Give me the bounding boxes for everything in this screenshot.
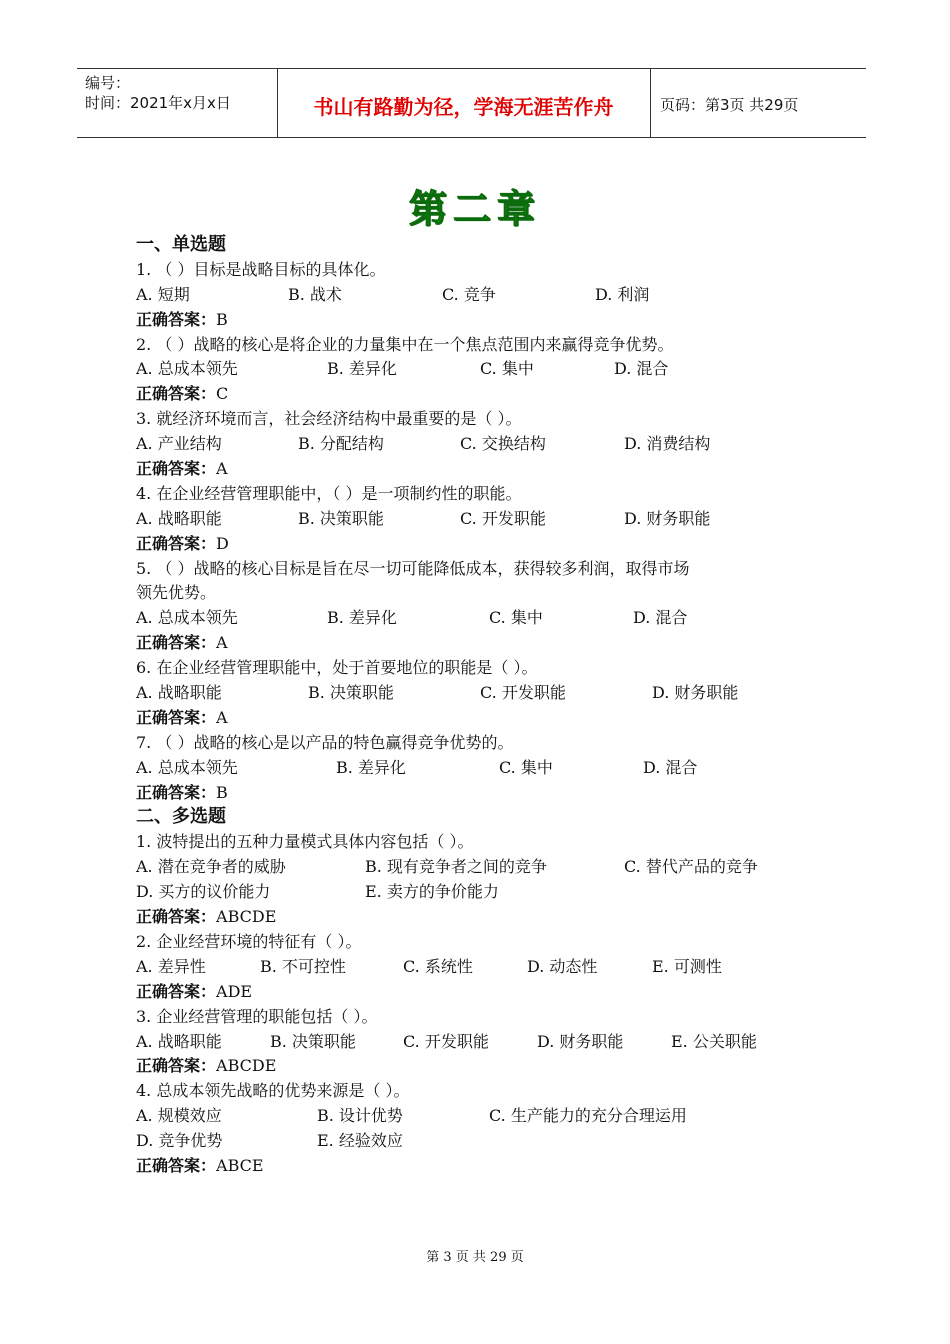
answer-label: 正确答案：	[136, 707, 217, 727]
option-text: B. 决策职能	[270, 1031, 356, 1051]
options-row	[136, 880, 836, 905]
answer-line	[136, 706, 836, 731]
option-text: D. 混合	[643, 757, 698, 777]
question-text: 2. （ ）战略的核心是将企业的力量集中在一个焦点范围内来赢得竞争优势。	[136, 334, 674, 354]
answer-label: 正确答案：	[136, 1056, 217, 1076]
option-text: B. 设计优势	[317, 1106, 403, 1126]
answer-value: B	[216, 782, 228, 802]
answer-line	[136, 980, 836, 1005]
question-text: 4. 在企业经营管理职能中，（ ）是一项制约性的职能。	[136, 483, 522, 503]
option-text: D. 财务职能	[537, 1031, 624, 1051]
answer-line	[136, 382, 836, 407]
option-text: A. 总成本领先	[136, 608, 238, 628]
answer-line	[136, 457, 836, 482]
page-footer: 第 3 页 共 29 页	[426, 1250, 524, 1265]
option-text: B. 差异化	[336, 757, 406, 777]
option-text: B. 不可控性	[260, 956, 346, 976]
options-row	[136, 357, 836, 382]
option-text: A. 差异性	[136, 956, 206, 976]
answer-value: ABCDE	[216, 1056, 277, 1076]
option-text: A. 短期	[136, 284, 190, 304]
option-text: A. 战略职能	[136, 1031, 222, 1051]
answer-value: D	[216, 533, 229, 553]
question-text: 5. （ ）战略的核心目标是旨在尽一切可能降低成本，获得较多利润，取得市场	[136, 558, 690, 578]
option-text: C. 开发职能	[460, 508, 546, 528]
question-text: 2. 企业经营环境的特征有（ ）。	[136, 931, 362, 951]
option-text: E. 经验效应	[317, 1131, 403, 1151]
answer-label: 正确答案：	[136, 309, 217, 329]
options-row	[136, 855, 836, 880]
option-text: C. 集中	[480, 359, 534, 379]
answer-line	[136, 308, 836, 333]
answer-value: ABCE	[216, 1155, 264, 1175]
option-text: A. 总成本领先	[136, 757, 238, 777]
motto-text: 书山有路勤为径，学海无涯苦作舟	[313, 95, 614, 119]
answer-line	[136, 905, 836, 930]
option-text: A. 战略职能	[136, 508, 222, 528]
option-text: D. 动态性	[527, 956, 598, 976]
header-page-cell	[650, 69, 866, 137]
answer-value: ADE	[216, 981, 253, 1001]
options-row	[136, 756, 836, 781]
answer-value: ABCDE	[216, 907, 277, 927]
options-row	[136, 1104, 836, 1129]
header-motto-cell	[277, 69, 651, 137]
answer-value: B	[216, 309, 228, 329]
answer-label: 正确答案：	[136, 907, 217, 927]
question-text: 1. （ ）目标是战略目标的具体化。	[136, 259, 386, 279]
option-text: B. 现有竞争者之间的竞争	[365, 857, 547, 877]
option-text: D. 混合	[633, 608, 688, 628]
options-row	[136, 1030, 836, 1055]
answer-label: 正确答案：	[136, 459, 217, 479]
answer-label: 正确答案：	[136, 981, 217, 1001]
section-title: 一、单选题	[136, 234, 226, 255]
option-text: B. 决策职能	[298, 508, 384, 528]
header-left-cell	[77, 69, 278, 137]
options-row	[136, 606, 836, 631]
answer-value: C	[216, 384, 229, 404]
answer-label: 正确答案：	[136, 1155, 217, 1175]
option-text: C. 替代产品的竞争	[624, 857, 758, 877]
option-text: D. 财务职能	[624, 508, 711, 528]
option-text: A. 潜在竞争者的威胁	[136, 857, 286, 877]
option-text: D. 利润	[595, 284, 650, 304]
page-info: 页码：第3页 共29页	[660, 96, 799, 114]
option-text: C. 竞争	[442, 284, 496, 304]
option-text: D. 混合	[614, 359, 669, 379]
answer-label: 正确答案：	[136, 633, 217, 653]
option-text: B. 分配结构	[298, 434, 384, 454]
options-row	[136, 283, 836, 308]
answer-label: 正确答案：	[136, 384, 217, 404]
answer-line	[136, 1154, 836, 1179]
option-text: B. 差异化	[327, 608, 397, 628]
option-text: C. 生产能力的充分合理运用	[489, 1106, 687, 1126]
answer-value: A	[216, 707, 228, 727]
options-row	[136, 507, 836, 532]
options-row	[136, 955, 836, 980]
option-text: E. 公关职能	[671, 1031, 757, 1051]
option-text: A. 总成本领先	[136, 359, 238, 379]
chapter-title: 第二章	[408, 187, 541, 231]
option-text: D. 买方的议价能力	[136, 882, 271, 902]
time-label: 时间：2021年x月x日	[85, 94, 231, 112]
number-label: 编号：	[85, 74, 131, 92]
question-text: 6. 在企业经营管理职能中，处于首要地位的职能是（ ）。	[136, 658, 538, 678]
answer-line	[136, 1054, 836, 1079]
option-text: D. 竞争优势	[136, 1131, 223, 1151]
section-title: 二、多选题	[136, 806, 226, 828]
option-text: B. 差异化	[327, 359, 397, 379]
question-text: 4. 总成本领先战略的优势来源是（ ）。	[136, 1081, 410, 1101]
answer-line	[136, 781, 836, 806]
option-text: D. 财务职能	[652, 683, 739, 703]
option-text: A. 战略职能	[136, 683, 222, 703]
option-text: C. 开发职能	[480, 683, 566, 703]
options-row	[136, 1129, 836, 1154]
option-text: E. 卖方的争价能力	[365, 882, 499, 902]
question-text: 1. 波特提出的五种力量模式具体内容包括（ ）。	[136, 832, 474, 852]
option-text: B. 决策职能	[308, 683, 394, 703]
option-text: B. 战术	[288, 284, 342, 304]
answer-label: 正确答案：	[136, 782, 217, 802]
answer-value: A	[216, 459, 228, 479]
answer-label: 正确答案：	[136, 533, 217, 553]
option-text: A. 规模效应	[136, 1106, 222, 1126]
options-row	[136, 681, 836, 706]
options-row	[136, 432, 836, 457]
option-text: C. 集中	[489, 608, 543, 628]
question-text: 3. 企业经营管理的职能包括（ ）。	[136, 1006, 378, 1026]
question-text: 7. （ ）战略的核心是以产品的特色赢得竞争优势的。	[136, 732, 514, 752]
question-text-continued: 领先优势。	[136, 583, 217, 603]
option-text: E. 可测性	[652, 956, 722, 976]
question-list	[136, 233, 836, 1179]
page-header	[77, 68, 866, 138]
option-text: D. 消费结构	[624, 434, 711, 454]
answer-line	[136, 532, 836, 557]
option-text: C. 开发职能	[403, 1031, 489, 1051]
answer-line	[136, 631, 836, 656]
question-text: 3. 就经济环境而言，社会经济结构中最重要的是（ ）。	[136, 409, 522, 429]
option-text: C. 集中	[499, 757, 553, 777]
option-text: C. 系统性	[403, 956, 473, 976]
option-text: C. 交换结构	[460, 434, 546, 454]
answer-value: A	[216, 633, 228, 653]
option-text: A. 产业结构	[136, 434, 222, 454]
